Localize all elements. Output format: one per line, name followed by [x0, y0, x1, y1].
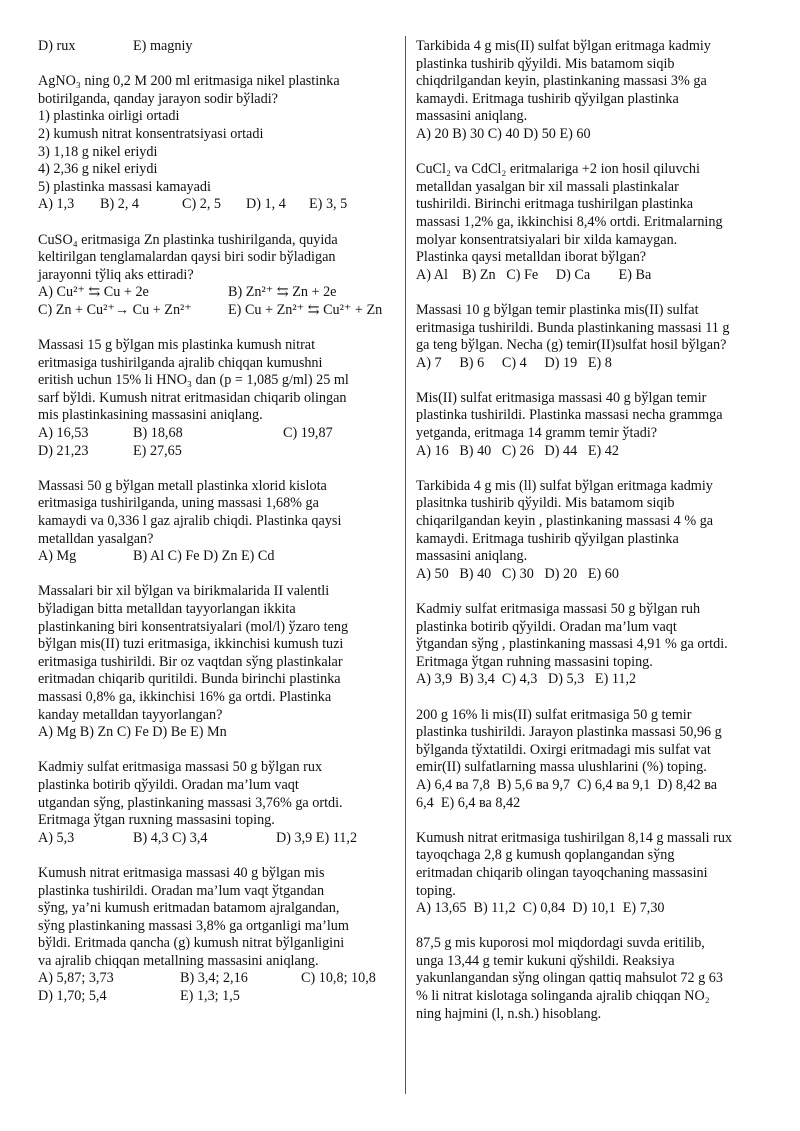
question-line: Massasi 10 g bўlgan temir plastinka mis(II) sulfat [416, 301, 699, 318]
question-7 [38, 865, 394, 1006]
question-line: Massasi 50 g bўlgan metall plastinka xlorid kislota [38, 477, 327, 494]
question-line: tayoqchaga 2,8 g kumush qoplangandan sўng [416, 847, 675, 864]
question-line: plastinka botirib qўyildi. Oradan ma’lum vaqt [38, 776, 299, 793]
option: E) Cu + Zn²⁺ ⇆ Cu²⁺ + Zn [228, 301, 383, 318]
question-12 [416, 478, 776, 584]
question-10 [416, 302, 776, 372]
left-column [38, 38, 394, 1023]
option: A) 1,3 [38, 196, 75, 213]
option: E) 27,65 [133, 442, 182, 459]
question-line: eritmasiga tushirilganda, uning massasi 1,68% ga [38, 495, 319, 512]
question-line: massasi 1,2% ga, ikkinchisi 8,4% ortdi. Eritmalarning [416, 213, 723, 230]
option: E) 1,3; 1,5 [180, 988, 240, 1005]
question-line: sarf bўldi. Kumush nitrat eritmasidan chiqarib olingan [38, 389, 347, 406]
question-2 [38, 232, 394, 320]
question-line: kamaydi. Eritmaga tushirib qўyilgan plastinka [416, 90, 679, 107]
question-line: bўldi. Eritmada qancha (g) kumush nitrat bўlganligini [38, 935, 345, 952]
right-column [416, 38, 776, 1041]
question-line: Plastinka qaysi metalldan iborat bўlgan? [416, 249, 647, 266]
answer-options: A) Al B) Zn C) Fe D) Ca E) Ba [416, 266, 652, 283]
question-1 [38, 73, 394, 214]
option: B) 2, 4 [100, 196, 140, 213]
question-line: massasi 0,8% ga, ikkinchisi 16% ga ortdi. Plastinka [38, 688, 332, 705]
question-line: 5) plastinka massasi kamayadi [38, 178, 211, 195]
option: C) Zn + Cu²⁺→ Cu + Zn²⁺ [38, 301, 192, 318]
question-line: 200 g 16% li mis(II) sulfat eritmasiga 50 g temir [416, 706, 692, 723]
question-line: Kumush nitrat eritmasiga massasi 40 g bўlgan mis [38, 864, 325, 881]
question-16 [416, 935, 776, 1023]
question-line: jarayonni tўliq aks ettiradi? [38, 266, 194, 283]
question-line: ga teng bўlgan. Necha (g) temir(II)sulfat hosil bўlgan? [416, 337, 727, 354]
question-6 [38, 759, 394, 847]
answer-options [38, 284, 394, 319]
answer-options: A) 20 B) 30 C) 40 D) 50 E) 60 [416, 125, 591, 142]
answer-options: A) 16 B) 40 C) 26 D) 44 E) 42 [416, 442, 619, 459]
option: E) magniy [133, 38, 193, 54]
question-line: bўladigan bitta metalldan tayyorlangan ikkita [38, 601, 296, 617]
answer-options: 6,4 E) 6,4 ва 8,42 [416, 794, 521, 811]
answer-options: A) 6,4 ва 7,8 B) 5,6 ва 9,7 C) 6,4 ва 9,1 D) 8,42 ва [416, 776, 718, 793]
option: C) 19,87 [283, 425, 333, 442]
question-line: ning hajmini (l, n.sh.) hisoblang. [416, 1005, 602, 1022]
question-line: 3) 1,18 g nikel eriydi [38, 143, 158, 160]
question-line: Eritmaga ўtgan ruxning massasini toping. [38, 812, 275, 829]
question-line: plasitnka tushirib qўyildi. Mis batamom siqib [416, 495, 675, 512]
question-line: bўlganda tўxtatildi. Oxirgi eritmadagi mis sulfat vat [416, 741, 711, 758]
question-line: Tarkibida 4 g mis(II) sulfat bўlgan eritmaga kadmiy [416, 38, 711, 54]
question-line: 2) kumush nitrat konsentratsiyasi ortadi [38, 125, 264, 142]
question-line: plastinka tushirildi. Plastinka massasi necha grammga [416, 407, 723, 424]
question-line: eritmadan chiqarib quritildi. Bunda birinchi plastinka [38, 671, 341, 688]
option: D) 3,9 E) 11,2 [276, 829, 358, 846]
option: A) Cu²⁺ ⇆ Cu + 2e [38, 284, 149, 301]
column-divider [405, 36, 406, 1094]
question-line: % li nitrat kislotaga solinganda ajralib chiqqan NO₂ [416, 988, 710, 1005]
question-line: toping. [416, 882, 456, 899]
question-line: Kadmiy sulfat eritmasiga massasi 50 g bўlgan rux [38, 759, 323, 776]
question-line: metalldan yasalgan bir xil massali plastinkalar [416, 178, 679, 195]
answer-options: A) Mg B) Zn C) Fe D) Be E) Mn [38, 724, 227, 741]
option: B) Al C) Fe D) Zn E) Cd [133, 548, 275, 565]
question-line: plastinka tushirildi. Oradan ma’lum vaqt ўtgandan [38, 882, 325, 899]
top-answer-options [38, 38, 394, 56]
answer-options [38, 548, 394, 566]
question-line: plastinkaning biri konsentratsiyalari (mol/l) ўzaro teng [38, 618, 349, 635]
answer-options [38, 196, 394, 214]
question-line: ўtgandan sўng , plastinkaning massasi 4,91 % ga ortdi. [416, 636, 728, 653]
question-line: Kumush nitrat eritmasiga tushirilgan 8,14 g massali rux [416, 829, 733, 846]
answer-options: A) 3,9 B) 3,4 C) 4,3 D) 5,3 E) 11,2 [416, 671, 637, 688]
option: C) 2, 5 [182, 196, 222, 213]
question-13 [416, 601, 776, 689]
option: A) 16,53 [38, 425, 89, 442]
question-15 [416, 830, 776, 918]
question-3 [38, 337, 394, 460]
question-line: CuSO₄ eritmasiga Zn plastinka tushirilganda, quyida [38, 231, 338, 248]
question-line: molyar konsentratsiyalari bir xilda kamaygan. [416, 231, 678, 248]
option: D) rux [38, 38, 76, 54]
option: B) Zn²⁺ ⇆ Zn + 2e [228, 284, 337, 301]
question-line: massasini aniqlang. [416, 108, 528, 125]
option: B) 3,4; 2,16 [180, 970, 248, 987]
option: B) 18,68 [133, 425, 183, 442]
option: D) 1,70; 5,4 [38, 988, 107, 1005]
question-line: chiqdrilgandan keyin, plastinkaning massasi 3% ga [416, 73, 707, 90]
option: E) 3, 5 [309, 196, 348, 213]
question-line: unga 13,44 g temir kukuni qўshildi. Reaksiya [416, 952, 675, 969]
question-line: Tarkibida 4 g mis (ll) sulfat bўlgan eritmaga kadmiy [416, 477, 713, 494]
question-line: mis plastinkasining massasini aniqlang. [38, 407, 263, 424]
question-line: sўng, ya’ni kumush eritmadan batamom ajralgandan, [38, 900, 340, 917]
question-line: massasini aniqlang. [416, 548, 528, 565]
question-5 [38, 583, 394, 741]
question-line: metalldan yasalgan? [38, 530, 154, 547]
option: C) 10,8; 10,8 [301, 970, 376, 987]
answer-options [38, 988, 394, 1006]
option: A) Mg [38, 548, 77, 565]
question-line: plastinka tushirib qўyildi. Mis batamom siqib [416, 55, 675, 72]
question-line: tushirildi. Birinchi eritmaga tushirilgan plastinka [416, 196, 694, 213]
option: D) 1, 4 [246, 196, 286, 213]
question-line: yetganda, eritmaga 14 gramm temir ўtadi? [416, 425, 658, 442]
question-8 [416, 38, 776, 144]
question-line: eritmasiga tushirilganda ajralib chiqqan kumushni [38, 354, 323, 371]
question-line: kamaydi va 0,336 l gaz ajralib chiqdi. Plastinka qaysi [38, 513, 342, 530]
question-line: 4) 2,36 g nikel eriydi [38, 161, 158, 178]
question-line: CuCl₂ va CdCl₂ eritmalariga +2 ion hosil qiluvchi [416, 161, 700, 178]
question-11 [416, 390, 776, 460]
question-line: kamaydi. Eritmaga tushirib qўyilgan plastinka [416, 530, 679, 547]
question-line: Massasi 15 g bўlgan mis plastinka kumush nitrat [38, 337, 316, 354]
question-line: yakunlangandan sўng olingan qattiq mahsulot 72 g 63 [416, 970, 723, 987]
question-9 [416, 161, 776, 284]
question-line: Eritmaga ўtgan ruhning massasini toping. [416, 653, 653, 670]
question-line: eritish uchun 15% li HNO₃ dan (p = 1,085 g/ml) 25 ml [38, 372, 349, 389]
question-line: Massalari bir xil bўlgan va birikmalarida II valentli [38, 583, 330, 600]
option: D) 21,23 [38, 442, 89, 459]
question-line: utgandan sўng, plastinkaning massasi 3,76% ga ortdi. [38, 794, 343, 811]
question-line: Kadmiy sulfat eritmasiga massasi 50 g bўlgan ruh [416, 601, 701, 617]
question-line: bўlgan mis(II) tuzi eritmasiga, ikkinchisi kumush tuzi [38, 636, 344, 653]
question-line: keltirilgan tenglamalardan qaysi biri sodir bўladigan [38, 249, 336, 266]
answer-options [38, 425, 394, 460]
question-line: eritmasiga tushirildi. Bir oz vaqtdan sўng plastinkalar [38, 653, 343, 670]
question-14 [416, 707, 776, 813]
question-line: AgNO₃ ning 0,2 M 200 ml eritmasiga nikel plastinka [38, 73, 340, 90]
answer-options: A) 13,65 B) 11,2 C) 0,84 D) 10,1 E) 7,30 [416, 900, 665, 917]
question-line: 87,5 g mis kuporosi mol miqdordagi suvda eritilib, [416, 935, 705, 952]
option: A) 5,3 [38, 829, 75, 846]
option: B) 4,3 C) 3,4 [133, 829, 208, 846]
answer-options: A) 50 B) 40 C) 30 D) 20 E) 60 [416, 565, 619, 582]
question-line: eritmadan chiqarib olingan tayoqchaning massasini [416, 864, 708, 881]
option: A) 5,87; 3,73 [38, 970, 114, 987]
answer-options [38, 830, 394, 848]
question-line: va ajralib chiqqan metallning massasini aniqlang. [38, 952, 319, 969]
question-line: eritmasiga tushirildi. Bunda plastinkaning massasi 11 g [416, 319, 730, 336]
answer-options [38, 970, 394, 988]
question-line: chiqarilgandan keyin , plastinkaning massasi 4 % ga [416, 513, 714, 530]
answer-options: A) 7 B) 6 C) 4 D) 19 E) 8 [416, 354, 612, 371]
question-line: sўng plastinkaning massasi 3,8% ga ortganligi ma’lum [38, 917, 349, 934]
question-line: plastinka tushirildi. Jarayon plastinka massasi 50,96 g [416, 724, 722, 741]
question-line: emir(II) sulfatlarning massa ulushlarini (%) toping. [416, 759, 707, 776]
question-line: kanday metalldan tayyorlangan? [38, 706, 223, 723]
question-line: Mis(II) sulfat eritmasiga massasi 40 g bўlgan temir [416, 389, 707, 406]
question-line: 1) plastinka oirligi ortadi [38, 108, 180, 125]
question-line: botirilganda, qanday jarayon sodir bўladi? [38, 90, 278, 107]
question-4 [38, 478, 394, 566]
question-line: plastinka botirib qўyildi. Oradan ma’lum vaqt [416, 618, 677, 635]
